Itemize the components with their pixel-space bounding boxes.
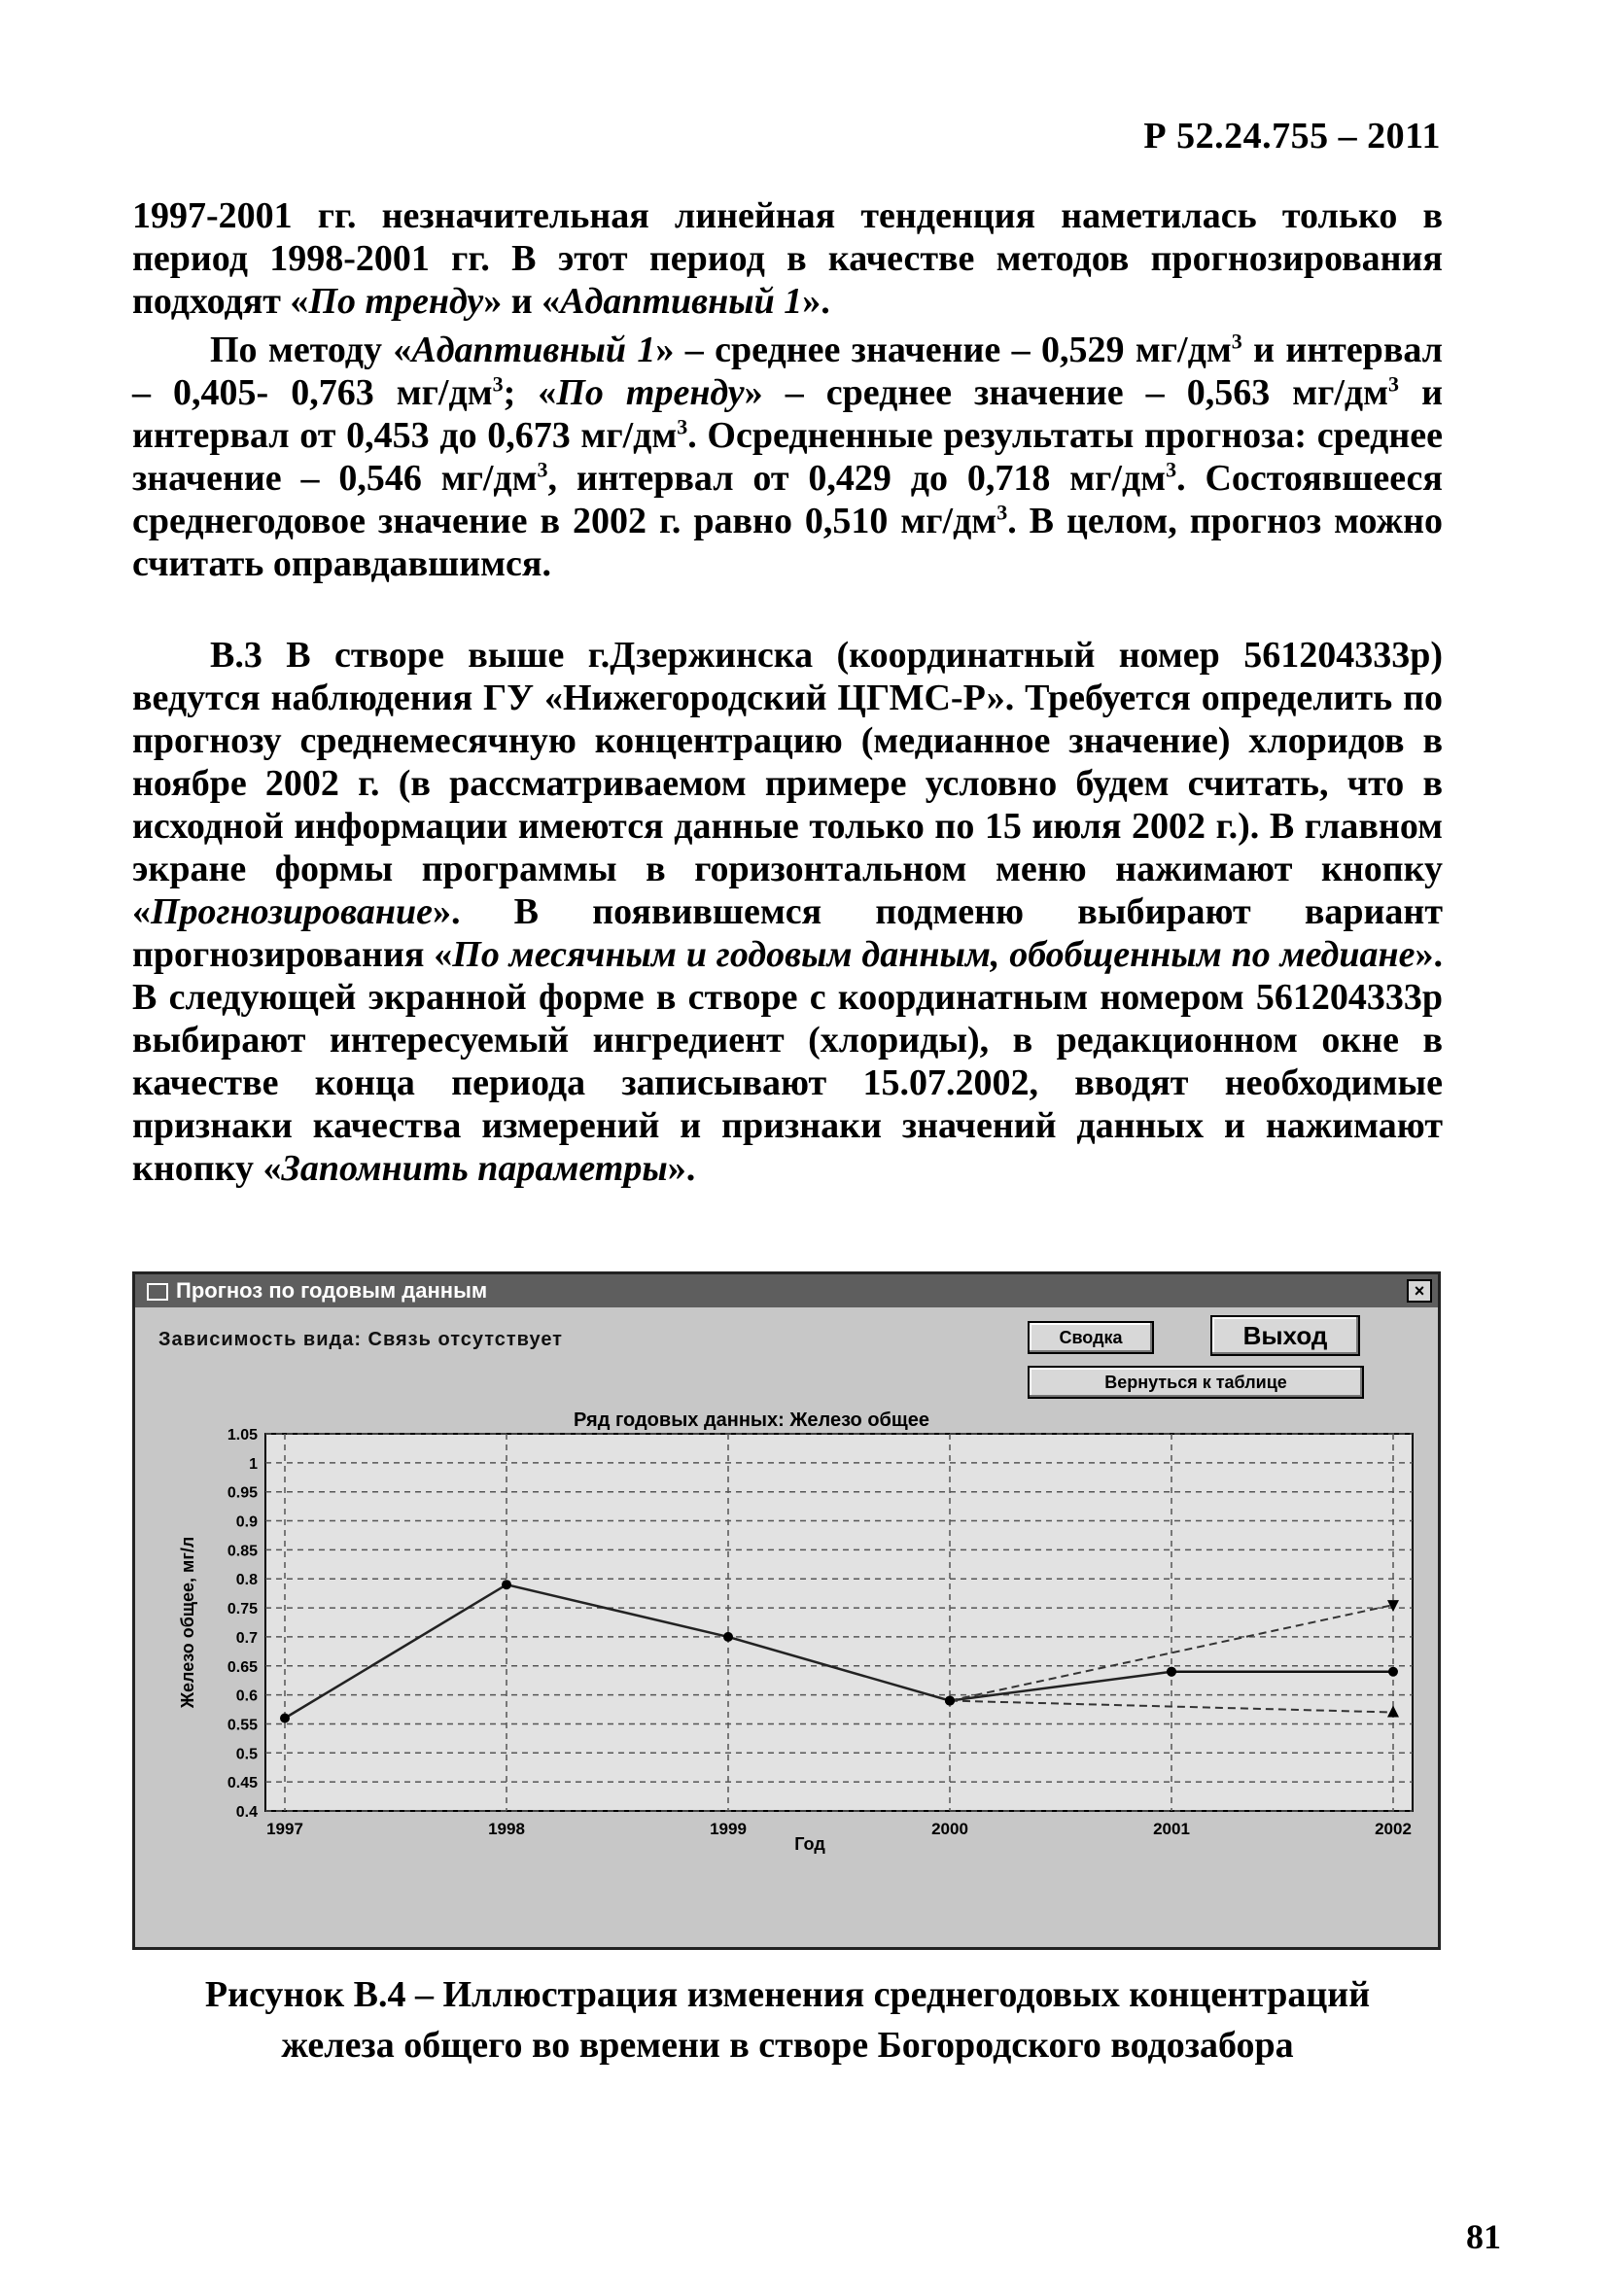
chart-title: Ряд годовых данных: Железо общее xyxy=(573,1410,930,1431)
data-point xyxy=(280,1713,290,1722)
x-tick-label: 2000 xyxy=(931,1820,968,1838)
y-tick-label: 0.6 xyxy=(235,1687,258,1705)
y-tick-label: 0.75 xyxy=(227,1601,258,1618)
window-titlebar[interactable] xyxy=(135,1274,1438,1307)
figure-caption xyxy=(132,1969,1443,2070)
x-tick-label: 1998 xyxy=(488,1820,525,1838)
dependency-status: Зависимость вида: Связь отсутствует xyxy=(158,1329,563,1350)
y-tick-label: 0.8 xyxy=(235,1572,258,1589)
y-tick-label: 1.05 xyxy=(227,1427,258,1444)
data-point xyxy=(1388,1667,1398,1677)
document-code: Р 52.24.755 – 2011 xyxy=(1143,116,1441,157)
caption-line-2: железа общего во времени в створе Богородского водозабора xyxy=(281,2025,1294,2066)
y-tick-label: 0.45 xyxy=(227,1775,258,1792)
paragraph-3: В.3 В створе выше г.Дзержинска (координатный номер 561204333р) ведутся наблюдения ГУ «Нижегородский ЦГМС-Р». Требуется определить по прогнозу среднемесячную концентрацию (медианное значение) хлоридов в ноябре 2002 г. (в рассматриваемом примере условно будем считать, что в исходной информации имеются данные только по 15 июля 2002 г.). В главном экране формы программы в горизонтальном меню нажимают кнопку «Прогнозирование». В появившемся подменю выбирают вариант прогнозирования «По месячным и годовым данным, обобщенным по медиане». В следующей экранной форме в створе с координатным номером 561204333р выбирают интересуемый ингредиент (хлориды), в редакционном окне в качестве конца периода записывают 15.07.2002, вводят необходимые признаки качества измерений и признаки значений данных и нажимают кнопку «Запомнить параметры». xyxy=(132,635,1443,1189)
y-tick-label: 0.4 xyxy=(235,1804,258,1821)
x-axis-label: Год xyxy=(794,1834,825,1854)
y-tick-label: 0.7 xyxy=(235,1629,258,1647)
x-tick-label: 1999 xyxy=(710,1820,747,1838)
y-tick-label: 1 xyxy=(249,1455,258,1473)
close-button[interactable]: × xyxy=(1407,1279,1432,1303)
y-tick-label: 0.55 xyxy=(227,1717,258,1734)
forecast-window xyxy=(132,1271,1441,1950)
data-point xyxy=(502,1580,511,1589)
y-tick-label: 0.5 xyxy=(235,1746,258,1763)
summary-button[interactable]: Сводка xyxy=(1028,1321,1154,1354)
plot-area xyxy=(265,1434,1413,1811)
y-tick-label: 0.65 xyxy=(227,1658,258,1676)
paragraph-1: 1997-2001 гг. незначительная линейная тенденция наметилась только в период 1998-2001 гг. В этот период в качестве методов прогнозирования подходят «По тренду» и «Адаптивный 1». xyxy=(132,195,1443,322)
paragraph-2: По методу «Адаптивный 1» – среднее значение – 0,529 $мг/дм^3$ и интервал – 0,405- 0,763 $мг/дм^3$; «По тренду» – среднее значение – 0,563 $мг/дм^3$ и интервал от 0,453 до 0,673 $мг/дм^3$. Осредненные результаты прогноза: среднее значение – 0,546 $мг/дм^3$, интервал от 0,429 до 0,718 $мг/дм^3$. Состоявшееся среднегодовое значение в 2002 г. равно 0,510 $мг/дм^3$. В целом, прогноз можно считать оправдавшимся. xyxy=(132,329,1443,584)
annual-data-chart xyxy=(135,1410,1438,1947)
data-point xyxy=(1167,1667,1176,1677)
data-point xyxy=(723,1632,733,1642)
y-tick-label: 0.9 xyxy=(235,1513,258,1531)
caption-line-1: Рисунок В.4 – Иллюстрация изменения среднегодовых концентраций xyxy=(204,1974,1371,2015)
data-point xyxy=(945,1696,955,1706)
app-icon xyxy=(147,1283,168,1301)
page-number: 81 xyxy=(1466,2217,1501,2256)
y-tick-label: 0.95 xyxy=(227,1484,258,1502)
window-title: Прогноз по годовым данным xyxy=(176,1278,488,1303)
x-tick-label: 1997 xyxy=(266,1820,303,1838)
x-tick-label: 2001 xyxy=(1153,1820,1190,1838)
y-axis-label: Железо общее, мг/л xyxy=(178,1536,197,1709)
return-to-table-button[interactable]: Вернуться к таблице xyxy=(1028,1366,1364,1399)
y-tick-label: 0.85 xyxy=(227,1543,258,1560)
exit-button[interactable]: Выход xyxy=(1210,1315,1360,1356)
x-tick-label: 2002 xyxy=(1375,1820,1412,1838)
